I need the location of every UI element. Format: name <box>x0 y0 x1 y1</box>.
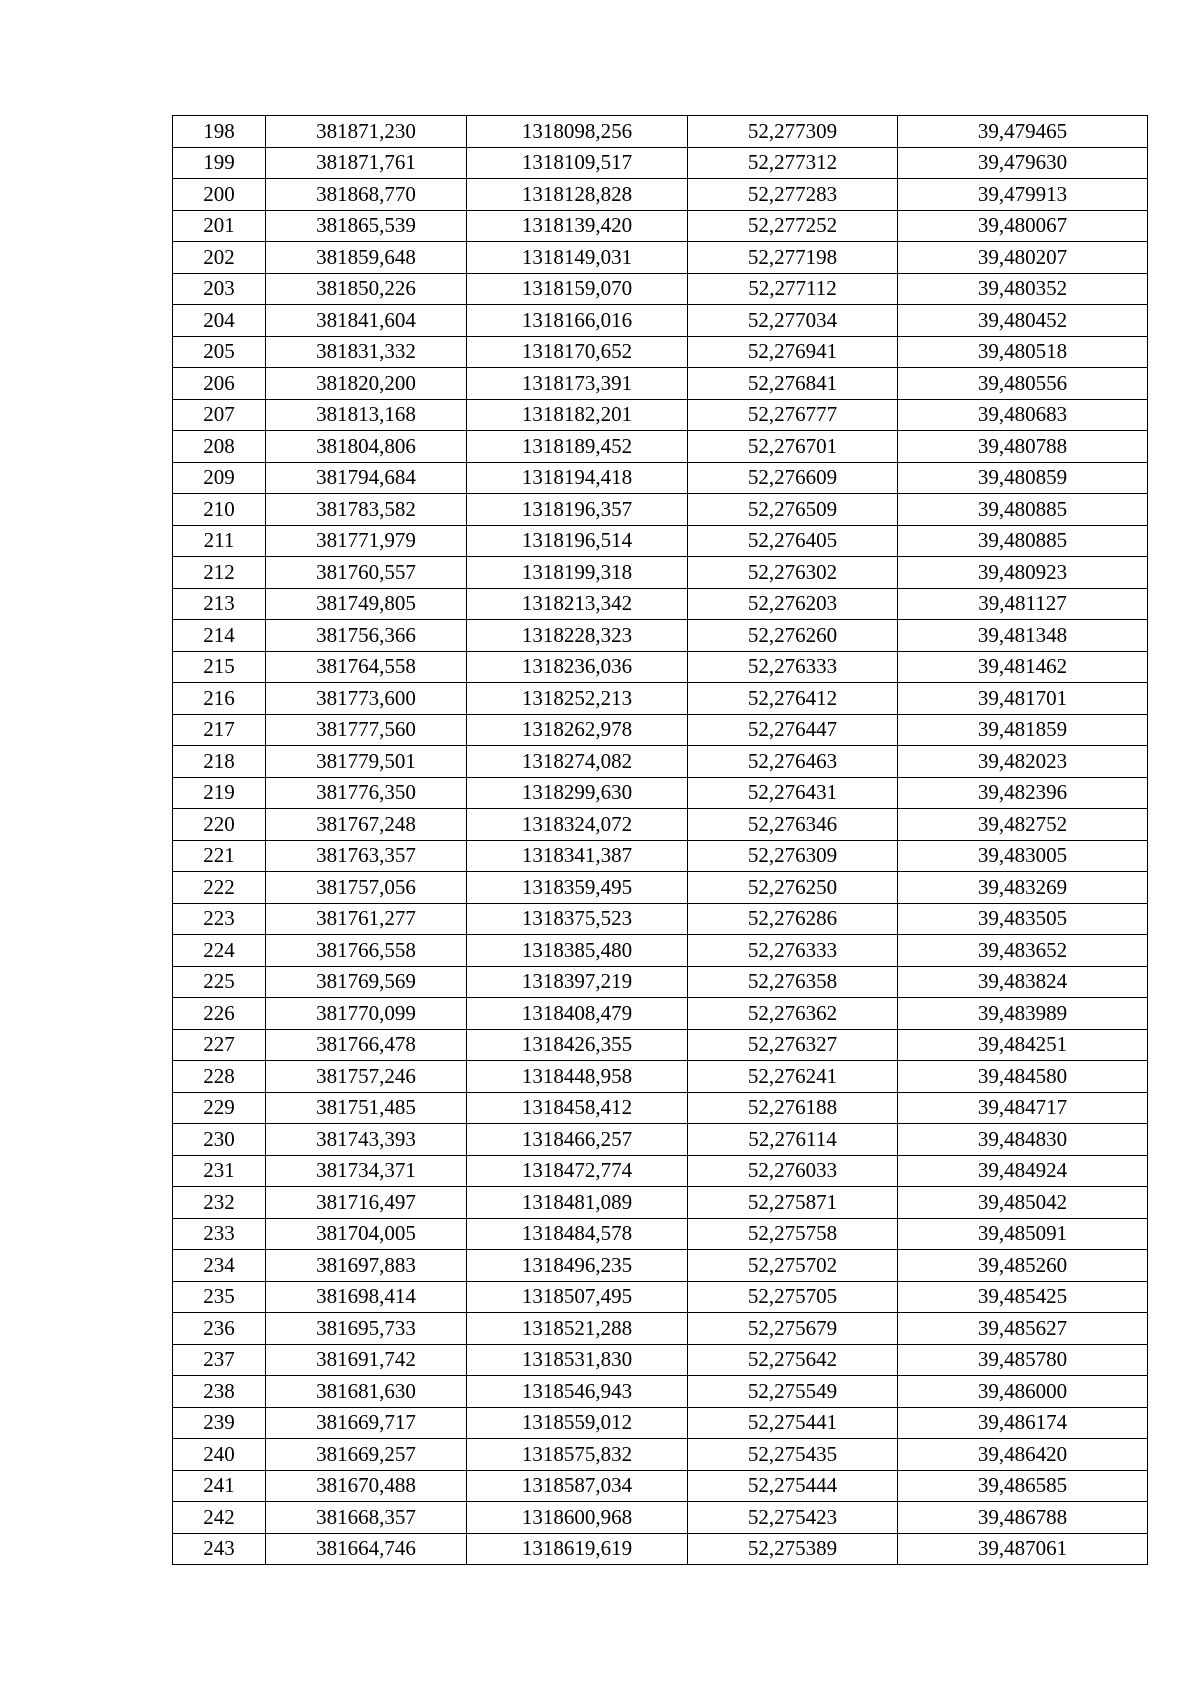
table-row <box>173 525 1148 557</box>
longitude-cell: 39,484580 <box>898 1061 1148 1093</box>
y-coordinate-cell: 1318587,034 <box>467 1470 688 1502</box>
table-row <box>173 1061 1148 1093</box>
latitude-cell: 52,276250 <box>688 872 898 904</box>
latitude-cell: 52,277252 <box>688 210 898 242</box>
point-number-cell: 224 <box>173 935 266 967</box>
y-coordinate-cell: 1318196,357 <box>467 494 688 526</box>
table-row <box>173 1218 1148 1250</box>
point-number-cell: 231 <box>173 1155 266 1187</box>
y-coordinate-cell: 1318252,213 <box>467 683 688 715</box>
longitude-cell: 39,485425 <box>898 1281 1148 1313</box>
longitude-cell: 39,479913 <box>898 179 1148 211</box>
y-coordinate-cell: 1318109,517 <box>467 147 688 179</box>
y-coordinate-cell: 1318559,012 <box>467 1407 688 1439</box>
coordinates-table-body <box>173 116 1148 1565</box>
latitude-cell: 52,276333 <box>688 935 898 967</box>
longitude-cell: 39,484251 <box>898 1029 1148 1061</box>
longitude-cell: 39,482752 <box>898 809 1148 841</box>
point-number-cell: 206 <box>173 368 266 400</box>
latitude-cell: 52,276841 <box>688 368 898 400</box>
point-number-cell: 241 <box>173 1470 266 1502</box>
y-coordinate-cell: 1318481,089 <box>467 1187 688 1219</box>
table-row <box>173 431 1148 463</box>
point-number-cell: 212 <box>173 557 266 589</box>
longitude-cell: 39,480683 <box>898 399 1148 431</box>
table-row <box>173 683 1148 715</box>
longitude-cell: 39,480923 <box>898 557 1148 589</box>
point-number-cell: 243 <box>173 1533 266 1565</box>
y-coordinate-cell: 1318575,832 <box>467 1439 688 1471</box>
x-coordinate-cell: 381691,742 <box>266 1344 467 1376</box>
x-coordinate-cell: 381779,501 <box>266 746 467 778</box>
longitude-cell: 39,486174 <box>898 1407 1148 1439</box>
table-row <box>173 1407 1148 1439</box>
x-coordinate-cell: 381757,056 <box>266 872 467 904</box>
x-coordinate-cell: 381704,005 <box>266 1218 467 1250</box>
longitude-cell: 39,485091 <box>898 1218 1148 1250</box>
longitude-cell: 39,485780 <box>898 1344 1148 1376</box>
x-coordinate-cell: 381716,497 <box>266 1187 467 1219</box>
y-coordinate-cell: 1318236,036 <box>467 651 688 683</box>
point-number-cell: 235 <box>173 1281 266 1313</box>
table-row <box>173 1313 1148 1345</box>
longitude-cell: 39,480885 <box>898 525 1148 557</box>
table-row <box>173 1281 1148 1313</box>
longitude-cell: 39,482396 <box>898 777 1148 809</box>
point-number-cell: 214 <box>173 620 266 652</box>
point-number-cell: 208 <box>173 431 266 463</box>
point-number-cell: 198 <box>173 116 266 148</box>
longitude-cell: 39,483989 <box>898 998 1148 1030</box>
y-coordinate-cell: 1318194,418 <box>467 462 688 494</box>
point-number-cell: 216 <box>173 683 266 715</box>
latitude-cell: 52,275389 <box>688 1533 898 1565</box>
point-number-cell: 213 <box>173 588 266 620</box>
y-coordinate-cell: 1318385,480 <box>467 935 688 967</box>
x-coordinate-cell: 381681,630 <box>266 1376 467 1408</box>
y-coordinate-cell: 1318458,412 <box>467 1092 688 1124</box>
x-coordinate-cell: 381868,770 <box>266 179 467 211</box>
latitude-cell: 52,275423 <box>688 1502 898 1534</box>
x-coordinate-cell: 381859,648 <box>266 242 467 274</box>
point-number-cell: 217 <box>173 714 266 746</box>
table-row <box>173 557 1148 589</box>
latitude-cell: 52,276509 <box>688 494 898 526</box>
table-row <box>173 116 1148 148</box>
longitude-cell: 39,482023 <box>898 746 1148 778</box>
table-row <box>173 840 1148 872</box>
longitude-cell: 39,481127 <box>898 588 1148 620</box>
table-row <box>173 588 1148 620</box>
latitude-cell: 52,276327 <box>688 1029 898 1061</box>
x-coordinate-cell: 381756,366 <box>266 620 467 652</box>
y-coordinate-cell: 1318173,391 <box>467 368 688 400</box>
x-coordinate-cell: 381757,246 <box>266 1061 467 1093</box>
longitude-cell: 39,483269 <box>898 872 1148 904</box>
y-coordinate-cell: 1318149,031 <box>467 242 688 274</box>
y-coordinate-cell: 1318600,968 <box>467 1502 688 1534</box>
x-coordinate-cell: 381669,717 <box>266 1407 467 1439</box>
longitude-cell: 39,480556 <box>898 368 1148 400</box>
table-row <box>173 620 1148 652</box>
longitude-cell: 39,480859 <box>898 462 1148 494</box>
longitude-cell: 39,483505 <box>898 903 1148 935</box>
table-row <box>173 1344 1148 1376</box>
y-coordinate-cell: 1318182,201 <box>467 399 688 431</box>
x-coordinate-cell: 381804,806 <box>266 431 467 463</box>
point-number-cell: 237 <box>173 1344 266 1376</box>
latitude-cell: 52,276941 <box>688 336 898 368</box>
latitude-cell: 52,277112 <box>688 273 898 305</box>
point-number-cell: 228 <box>173 1061 266 1093</box>
x-coordinate-cell: 381734,371 <box>266 1155 467 1187</box>
latitude-cell: 52,275549 <box>688 1376 898 1408</box>
table-row <box>173 651 1148 683</box>
x-coordinate-cell: 381771,979 <box>266 525 467 557</box>
latitude-cell: 52,275705 <box>688 1281 898 1313</box>
latitude-cell: 52,275444 <box>688 1470 898 1502</box>
x-coordinate-cell: 381773,600 <box>266 683 467 715</box>
x-coordinate-cell: 381871,761 <box>266 147 467 179</box>
y-coordinate-cell: 1318521,288 <box>467 1313 688 1345</box>
y-coordinate-cell: 1318324,072 <box>467 809 688 841</box>
longitude-cell: 39,480885 <box>898 494 1148 526</box>
y-coordinate-cell: 1318619,619 <box>467 1533 688 1565</box>
latitude-cell: 52,276412 <box>688 683 898 715</box>
latitude-cell: 52,276203 <box>688 588 898 620</box>
point-number-cell: 219 <box>173 777 266 809</box>
longitude-cell: 39,487061 <box>898 1533 1148 1565</box>
latitude-cell: 52,276241 <box>688 1061 898 1093</box>
x-coordinate-cell: 381761,277 <box>266 903 467 935</box>
point-number-cell: 218 <box>173 746 266 778</box>
longitude-cell: 39,479630 <box>898 147 1148 179</box>
point-number-cell: 230 <box>173 1124 266 1156</box>
x-coordinate-cell: 381871,230 <box>266 116 467 148</box>
longitude-cell: 39,481701 <box>898 683 1148 715</box>
longitude-cell: 39,480352 <box>898 273 1148 305</box>
longitude-cell: 39,484830 <box>898 1124 1148 1156</box>
latitude-cell: 52,276114 <box>688 1124 898 1156</box>
latitude-cell: 52,276286 <box>688 903 898 935</box>
x-coordinate-cell: 381664,746 <box>266 1533 467 1565</box>
point-number-cell: 204 <box>173 305 266 337</box>
table-row <box>173 1092 1148 1124</box>
table-row <box>173 494 1148 526</box>
y-coordinate-cell: 1318262,978 <box>467 714 688 746</box>
latitude-cell: 52,276609 <box>688 462 898 494</box>
y-coordinate-cell: 1318397,219 <box>467 966 688 998</box>
y-coordinate-cell: 1318507,495 <box>467 1281 688 1313</box>
table-row <box>173 1250 1148 1282</box>
x-coordinate-cell: 381841,604 <box>266 305 467 337</box>
longitude-cell: 39,484924 <box>898 1155 1148 1187</box>
latitude-cell: 52,275441 <box>688 1407 898 1439</box>
point-number-cell: 200 <box>173 179 266 211</box>
x-coordinate-cell: 381777,560 <box>266 714 467 746</box>
y-coordinate-cell: 1318484,578 <box>467 1218 688 1250</box>
longitude-cell: 39,481462 <box>898 651 1148 683</box>
x-coordinate-cell: 381698,414 <box>266 1281 467 1313</box>
longitude-cell: 39,480452 <box>898 305 1148 337</box>
x-coordinate-cell: 381820,200 <box>266 368 467 400</box>
table-row <box>173 903 1148 935</box>
y-coordinate-cell: 1318159,070 <box>467 273 688 305</box>
point-number-cell: 226 <box>173 998 266 1030</box>
latitude-cell: 52,277312 <box>688 147 898 179</box>
point-number-cell: 207 <box>173 399 266 431</box>
table-row <box>173 179 1148 211</box>
latitude-cell: 52,276302 <box>688 557 898 589</box>
point-number-cell: 242 <box>173 1502 266 1534</box>
y-coordinate-cell: 1318213,342 <box>467 588 688 620</box>
point-number-cell: 209 <box>173 462 266 494</box>
x-coordinate-cell: 381794,684 <box>266 462 467 494</box>
point-number-cell: 223 <box>173 903 266 935</box>
table-row <box>173 1533 1148 1565</box>
y-coordinate-cell: 1318098,256 <box>467 116 688 148</box>
x-coordinate-cell: 381695,733 <box>266 1313 467 1345</box>
point-number-cell: 222 <box>173 872 266 904</box>
point-number-cell: 225 <box>173 966 266 998</box>
y-coordinate-cell: 1318408,479 <box>467 998 688 1030</box>
point-number-cell: 240 <box>173 1439 266 1471</box>
latitude-cell: 52,276431 <box>688 777 898 809</box>
table-row <box>173 935 1148 967</box>
latitude-cell: 52,276188 <box>688 1092 898 1124</box>
point-number-cell: 238 <box>173 1376 266 1408</box>
latitude-cell: 52,277309 <box>688 116 898 148</box>
latitude-cell: 52,276362 <box>688 998 898 1030</box>
latitude-cell: 52,276701 <box>688 431 898 463</box>
x-coordinate-cell: 381669,257 <box>266 1439 467 1471</box>
coordinates-table <box>172 115 1148 1565</box>
table-row <box>173 1502 1148 1534</box>
point-number-cell: 215 <box>173 651 266 683</box>
x-coordinate-cell: 381766,478 <box>266 1029 467 1061</box>
y-coordinate-cell: 1318448,958 <box>467 1061 688 1093</box>
longitude-cell: 39,483652 <box>898 935 1148 967</box>
latitude-cell: 52,276260 <box>688 620 898 652</box>
latitude-cell: 52,276033 <box>688 1155 898 1187</box>
table-row <box>173 1155 1148 1187</box>
longitude-cell: 39,479465 <box>898 116 1148 148</box>
longitude-cell: 39,486000 <box>898 1376 1148 1408</box>
y-coordinate-cell: 1318472,774 <box>467 1155 688 1187</box>
y-coordinate-cell: 1318139,420 <box>467 210 688 242</box>
table-row <box>173 777 1148 809</box>
longitude-cell: 39,481348 <box>898 620 1148 652</box>
x-coordinate-cell: 381763,357 <box>266 840 467 872</box>
latitude-cell: 52,277198 <box>688 242 898 274</box>
point-number-cell: 227 <box>173 1029 266 1061</box>
longitude-cell: 39,485260 <box>898 1250 1148 1282</box>
longitude-cell: 39,486585 <box>898 1470 1148 1502</box>
y-coordinate-cell: 1318170,652 <box>467 336 688 368</box>
point-number-cell: 220 <box>173 809 266 841</box>
longitude-cell: 39,485042 <box>898 1187 1148 1219</box>
table-row <box>173 399 1148 431</box>
point-number-cell: 199 <box>173 147 266 179</box>
table-row <box>173 336 1148 368</box>
latitude-cell: 52,276405 <box>688 525 898 557</box>
x-coordinate-cell: 381764,558 <box>266 651 467 683</box>
x-coordinate-cell: 381743,393 <box>266 1124 467 1156</box>
y-coordinate-cell: 1318166,016 <box>467 305 688 337</box>
longitude-cell: 39,483824 <box>898 966 1148 998</box>
table-row <box>173 1439 1148 1471</box>
table-row <box>173 1470 1148 1502</box>
y-coordinate-cell: 1318199,318 <box>467 557 688 589</box>
x-coordinate-cell: 381767,248 <box>266 809 467 841</box>
y-coordinate-cell: 1318531,830 <box>467 1344 688 1376</box>
point-number-cell: 233 <box>173 1218 266 1250</box>
y-coordinate-cell: 1318375,523 <box>467 903 688 935</box>
point-number-cell: 210 <box>173 494 266 526</box>
latitude-cell: 52,276777 <box>688 399 898 431</box>
x-coordinate-cell: 381776,350 <box>266 777 467 809</box>
y-coordinate-cell: 1318128,828 <box>467 179 688 211</box>
longitude-cell: 39,481859 <box>898 714 1148 746</box>
point-number-cell: 236 <box>173 1313 266 1345</box>
y-coordinate-cell: 1318189,452 <box>467 431 688 463</box>
latitude-cell: 52,275642 <box>688 1344 898 1376</box>
latitude-cell: 52,277034 <box>688 305 898 337</box>
point-number-cell: 239 <box>173 1407 266 1439</box>
longitude-cell: 39,486420 <box>898 1439 1148 1471</box>
x-coordinate-cell: 381668,357 <box>266 1502 467 1534</box>
longitude-cell: 39,480788 <box>898 431 1148 463</box>
x-coordinate-cell: 381770,099 <box>266 998 467 1030</box>
latitude-cell: 52,275435 <box>688 1439 898 1471</box>
y-coordinate-cell: 1318496,235 <box>467 1250 688 1282</box>
latitude-cell: 52,276333 <box>688 651 898 683</box>
y-coordinate-cell: 1318274,082 <box>467 746 688 778</box>
y-coordinate-cell: 1318341,387 <box>467 840 688 872</box>
x-coordinate-cell: 381769,569 <box>266 966 467 998</box>
y-coordinate-cell: 1318196,514 <box>467 525 688 557</box>
point-number-cell: 202 <box>173 242 266 274</box>
table-row <box>173 872 1148 904</box>
table-row <box>173 1124 1148 1156</box>
y-coordinate-cell: 1318228,323 <box>467 620 688 652</box>
latitude-cell: 52,275758 <box>688 1218 898 1250</box>
latitude-cell: 52,275679 <box>688 1313 898 1345</box>
point-number-cell: 229 <box>173 1092 266 1124</box>
point-number-cell: 221 <box>173 840 266 872</box>
y-coordinate-cell: 1318426,355 <box>467 1029 688 1061</box>
x-coordinate-cell: 381783,582 <box>266 494 467 526</box>
latitude-cell: 52,275702 <box>688 1250 898 1282</box>
x-coordinate-cell: 381760,557 <box>266 557 467 589</box>
table-row <box>173 1029 1148 1061</box>
x-coordinate-cell: 381670,488 <box>266 1470 467 1502</box>
table-row <box>173 998 1148 1030</box>
longitude-cell: 39,480518 <box>898 336 1148 368</box>
point-number-cell: 205 <box>173 336 266 368</box>
table-row <box>173 1187 1148 1219</box>
x-coordinate-cell: 381749,805 <box>266 588 467 620</box>
table-row <box>173 305 1148 337</box>
x-coordinate-cell: 381865,539 <box>266 210 467 242</box>
point-number-cell: 211 <box>173 525 266 557</box>
table-row <box>173 242 1148 274</box>
longitude-cell: 39,484717 <box>898 1092 1148 1124</box>
y-coordinate-cell: 1318546,943 <box>467 1376 688 1408</box>
table-row <box>173 273 1148 305</box>
x-coordinate-cell: 381813,168 <box>266 399 467 431</box>
x-coordinate-cell: 381766,558 <box>266 935 467 967</box>
point-number-cell: 203 <box>173 273 266 305</box>
y-coordinate-cell: 1318299,630 <box>467 777 688 809</box>
table-row <box>173 714 1148 746</box>
table-row <box>173 809 1148 841</box>
x-coordinate-cell: 381751,485 <box>266 1092 467 1124</box>
table-row <box>173 746 1148 778</box>
longitude-cell: 39,480207 <box>898 242 1148 274</box>
table-row <box>173 462 1148 494</box>
table-row <box>173 368 1148 400</box>
latitude-cell: 52,276463 <box>688 746 898 778</box>
point-number-cell: 232 <box>173 1187 266 1219</box>
x-coordinate-cell: 381697,883 <box>266 1250 467 1282</box>
longitude-cell: 39,480067 <box>898 210 1148 242</box>
latitude-cell: 52,276358 <box>688 966 898 998</box>
table-row <box>173 147 1148 179</box>
longitude-cell: 39,483005 <box>898 840 1148 872</box>
y-coordinate-cell: 1318359,495 <box>467 872 688 904</box>
x-coordinate-cell: 381831,332 <box>266 336 467 368</box>
table-row <box>173 210 1148 242</box>
latitude-cell: 52,276309 <box>688 840 898 872</box>
latitude-cell: 52,276447 <box>688 714 898 746</box>
latitude-cell: 52,276346 <box>688 809 898 841</box>
latitude-cell: 52,277283 <box>688 179 898 211</box>
longitude-cell: 39,486788 <box>898 1502 1148 1534</box>
latitude-cell: 52,275871 <box>688 1187 898 1219</box>
longitude-cell: 39,485627 <box>898 1313 1148 1345</box>
x-coordinate-cell: 381850,226 <box>266 273 467 305</box>
y-coordinate-cell: 1318466,257 <box>467 1124 688 1156</box>
table-row <box>173 1376 1148 1408</box>
point-number-cell: 201 <box>173 210 266 242</box>
table-row <box>173 966 1148 998</box>
point-number-cell: 234 <box>173 1250 266 1282</box>
